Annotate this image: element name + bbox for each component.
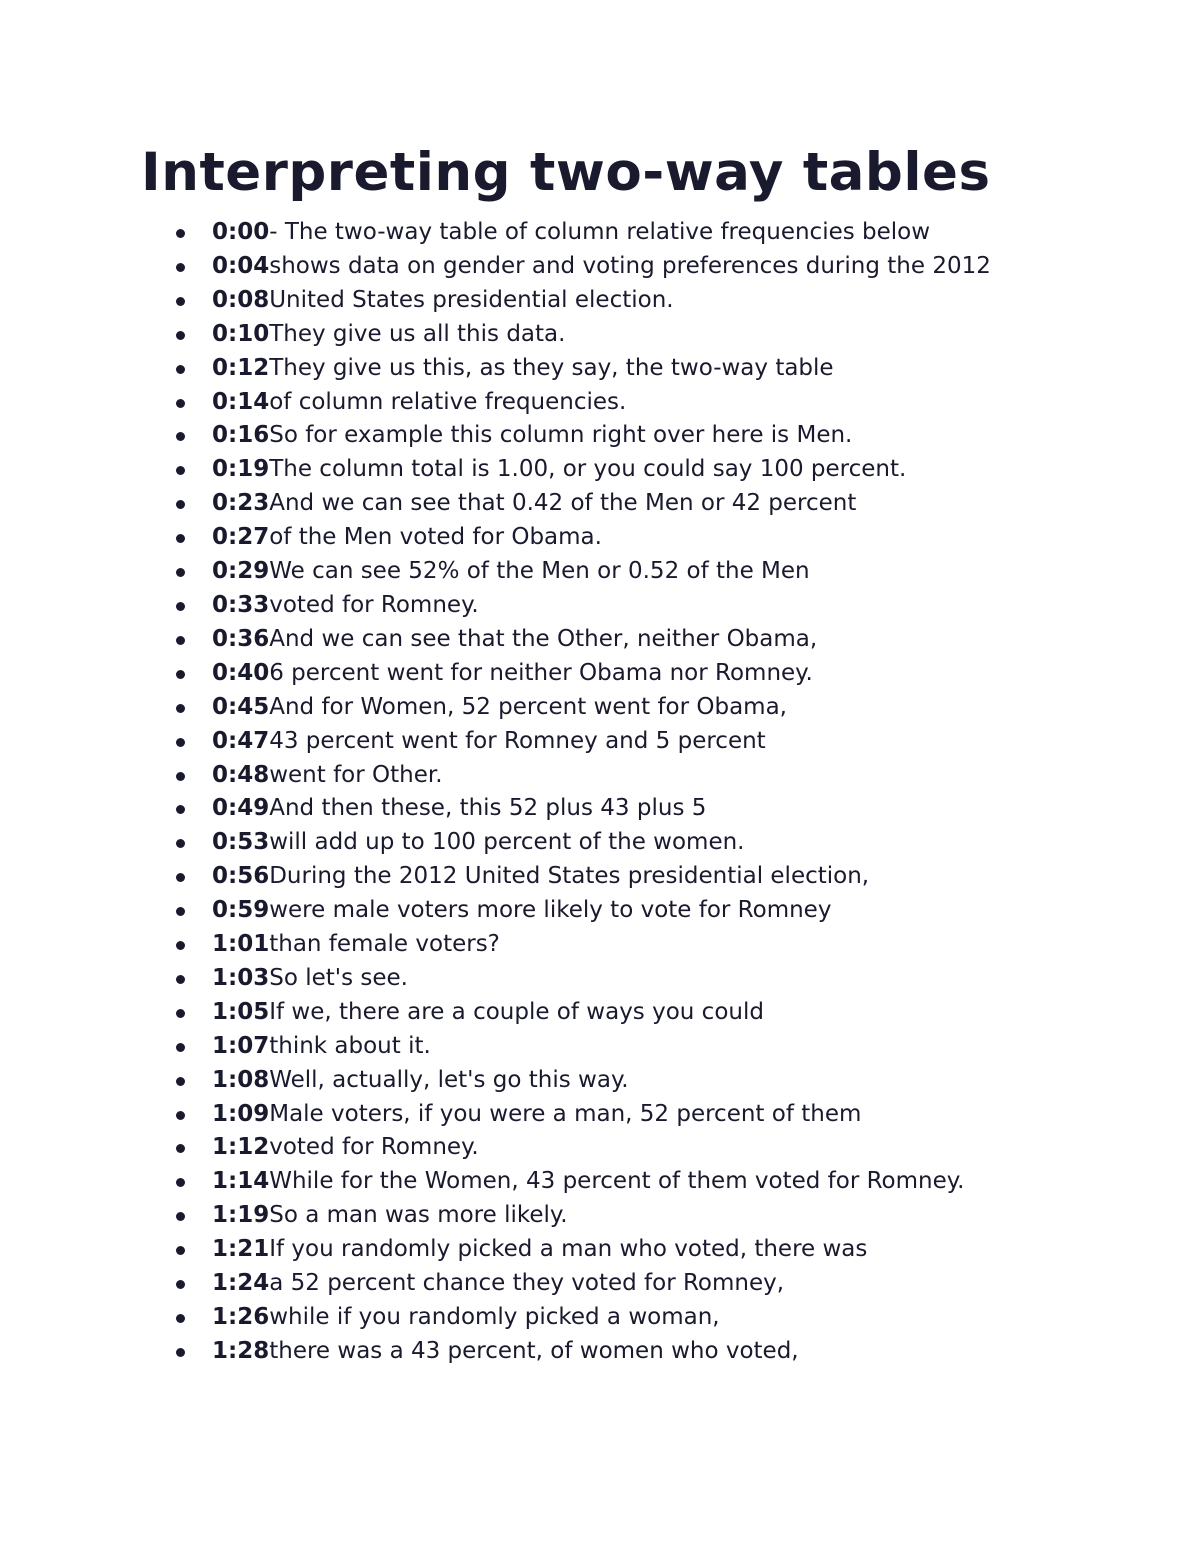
transcript-text: 6 percent went for neither Obama nor Romney. <box>269 659 813 686</box>
timestamp: 1:08 <box>212 1066 270 1093</box>
bullet-icon <box>176 1077 185 1086</box>
timestamp: 1:24 <box>212 1270 270 1297</box>
bullet-icon <box>176 466 185 475</box>
transcript-text: So a man was more likely. <box>269 1202 568 1229</box>
timestamp: 1:01 <box>212 931 270 958</box>
transcript-text: So let's see. <box>269 964 408 991</box>
transcript-entry <box>176 250 1056 284</box>
timestamp: 0:40 <box>212 659 270 686</box>
transcript-text: were male voters more likely to vote for Romney <box>269 897 832 924</box>
transcript-text: shows data on gender and voting preferences during the 2012 <box>269 252 991 279</box>
bullet-icon <box>176 263 185 272</box>
timestamp: 1:05 <box>212 998 270 1025</box>
timestamp: 1:19 <box>212 1202 270 1229</box>
transcript-entry <box>176 1301 1056 1335</box>
transcript-text: will add up to 100 percent of the women. <box>269 829 745 856</box>
bullet-icon <box>176 704 185 713</box>
transcript-entry <box>176 1335 1056 1369</box>
transcript-entry <box>176 1064 1056 1098</box>
transcript-text: voted for Romney. <box>269 1134 479 1161</box>
timestamp: 0:27 <box>212 524 270 551</box>
transcript-text: of the Men voted for Obama. <box>269 524 602 551</box>
transcript-entry <box>176 725 1056 759</box>
transcript-entry <box>176 1030 1056 1064</box>
transcript-entry <box>176 419 1056 453</box>
transcript-entry <box>176 589 1056 623</box>
bullet-icon <box>176 873 185 882</box>
timestamp: 0:00 <box>212 219 270 245</box>
transcript-entry <box>176 1098 1056 1132</box>
transcript-entry <box>176 1131 1056 1165</box>
timestamp: 0:49 <box>212 795 270 822</box>
bullet-icon <box>176 1144 185 1153</box>
transcript-entry <box>176 1199 1056 1233</box>
timestamp: 1:09 <box>212 1100 270 1127</box>
transcript-entry <box>176 1233 1056 1267</box>
timestamp: 0:29 <box>212 558 270 585</box>
timestamp: 0:04 <box>212 252 270 279</box>
bullet-icon <box>176 1009 185 1018</box>
timestamp: 1:07 <box>212 1032 270 1059</box>
transcript-entry <box>176 623 1056 657</box>
transcript-text: During the 2012 United States presidential election, <box>269 863 870 890</box>
transcript-text: - The two-way table of column relative frequencies below <box>269 219 931 245</box>
transcript-text: of column relative frequencies. <box>269 388 627 415</box>
bullet-icon <box>176 941 185 950</box>
bullet-icon <box>176 500 185 509</box>
transcript-entry <box>176 216 1056 250</box>
transcript-entry <box>176 657 1056 691</box>
transcript-text: While for the Women, 43 percent of them voted for Romney. <box>269 1168 965 1195</box>
bullet-icon <box>176 1314 185 1323</box>
timestamp: 0:23 <box>212 490 270 517</box>
transcript-text: a 52 percent chance they voted for Romney, <box>269 1270 785 1297</box>
bullet-icon <box>176 331 185 340</box>
bullet-icon <box>176 297 185 306</box>
bullet-icon <box>176 1178 185 1187</box>
transcript-text: They give us all this data. <box>269 320 566 347</box>
transcript-text: while if you randomly picked a woman, <box>269 1304 720 1330</box>
timestamp: 0:33 <box>212 591 270 618</box>
timestamp: 0:47 <box>212 727 270 754</box>
page-title: Interpreting two-way tables <box>141 142 991 203</box>
transcript-entry <box>176 453 1056 487</box>
timestamp: 0:56 <box>212 863 270 890</box>
bullet-icon <box>176 365 185 374</box>
timestamp: 1:28 <box>212 1337 270 1364</box>
transcript-text: If you randomly picked a man who voted, there was <box>269 1236 868 1263</box>
transcript-text: If we, there are a couple of ways you could <box>269 998 764 1025</box>
bullet-icon <box>176 975 185 984</box>
transcript-entry <box>176 1267 1056 1301</box>
bullet-icon <box>176 1348 185 1357</box>
transcript-entry <box>176 962 1056 996</box>
transcript-entry <box>176 996 1056 1030</box>
transcript-entry <box>176 759 1056 793</box>
transcript-text: So for example this column right over here is Men. <box>269 422 853 449</box>
timestamp: 0:16 <box>212 422 270 449</box>
bullet-icon <box>176 568 185 577</box>
transcript-entry <box>176 826 1056 860</box>
bullet-icon <box>176 805 185 814</box>
transcript-entry <box>176 928 1056 962</box>
transcript-entry <box>176 1165 1056 1199</box>
timestamp: 1:26 <box>212 1304 270 1330</box>
bullet-icon <box>176 1043 185 1052</box>
bullet-icon <box>176 602 185 611</box>
transcript-entry <box>176 894 1056 928</box>
transcript-text: And we can see that 0.42 of the Men or 42 percent <box>269 490 857 517</box>
timestamp: 0:12 <box>212 354 270 381</box>
bullet-icon <box>176 1280 185 1289</box>
transcript-entry <box>176 521 1056 555</box>
transcript-text: 43 percent went for Romney and 5 percent <box>269 727 766 754</box>
bullet-icon <box>176 1212 185 1221</box>
bullet-icon <box>176 636 185 645</box>
transcript-entry <box>176 284 1056 318</box>
transcript-text: than female voters? <box>269 931 500 958</box>
transcript-entry <box>176 318 1056 352</box>
timestamp: 1:03 <box>212 964 270 991</box>
timestamp: 1:12 <box>212 1134 270 1161</box>
transcript-entry <box>176 792 1056 826</box>
timestamp: 0:36 <box>212 625 270 652</box>
bullet-icon <box>176 738 185 747</box>
bullet-icon <box>176 1111 185 1120</box>
transcript-text: went for Other. <box>269 761 443 788</box>
bullet-icon <box>176 670 185 679</box>
bullet-icon <box>176 839 185 848</box>
transcript-text: voted for Romney. <box>269 591 479 618</box>
transcript-entry <box>176 691 1056 725</box>
transcript-list <box>176 216 1056 1369</box>
transcript-text: They give us this, as they say, the two-way table <box>269 354 834 381</box>
timestamp: 0:19 <box>212 456 270 483</box>
transcript-text: And we can see that the Other, neither Obama, <box>269 625 818 652</box>
bullet-icon <box>176 399 185 408</box>
transcript-text: United States presidential election. <box>269 286 674 313</box>
transcript-text: And for Women, 52 percent went for Obama, <box>269 693 787 720</box>
timestamp: 0:08 <box>212 286 270 313</box>
transcript-text: And then these, this 52 plus 43 plus 5 <box>269 795 707 822</box>
transcript-entry <box>176 487 1056 521</box>
timestamp: 0:48 <box>212 761 270 788</box>
transcript-text: Well, actually, let's go this way. <box>269 1066 629 1093</box>
bullet-icon <box>176 1246 185 1255</box>
bullet-icon <box>176 772 185 781</box>
timestamp: 0:14 <box>212 388 270 415</box>
transcript-text: there was a 43 percent, of women who voted, <box>269 1337 799 1364</box>
timestamp: 0:59 <box>212 897 270 924</box>
timestamp: 0:45 <box>212 693 270 720</box>
transcript-entry <box>176 352 1056 386</box>
bullet-icon <box>176 229 185 238</box>
timestamp: 1:14 <box>212 1168 270 1195</box>
transcript-text: think about it. <box>269 1032 431 1059</box>
transcript-text: The column total is 1.00, or you could say 100 percent. <box>269 456 907 483</box>
transcript-text: We can see 52% of the Men or 0.52 of the Men <box>269 558 810 585</box>
bullet-icon <box>176 534 185 543</box>
transcript-entry <box>176 555 1056 589</box>
bullet-icon <box>176 907 185 916</box>
timestamp: 0:10 <box>212 320 270 347</box>
transcript-text: Male voters, if you were a man, 52 percent of them <box>269 1100 862 1127</box>
timestamp: 1:21 <box>212 1236 270 1263</box>
transcript-entry <box>176 386 1056 420</box>
bullet-icon <box>176 432 185 441</box>
timestamp: 0:53 <box>212 829 270 856</box>
transcript-entry <box>176 860 1056 894</box>
